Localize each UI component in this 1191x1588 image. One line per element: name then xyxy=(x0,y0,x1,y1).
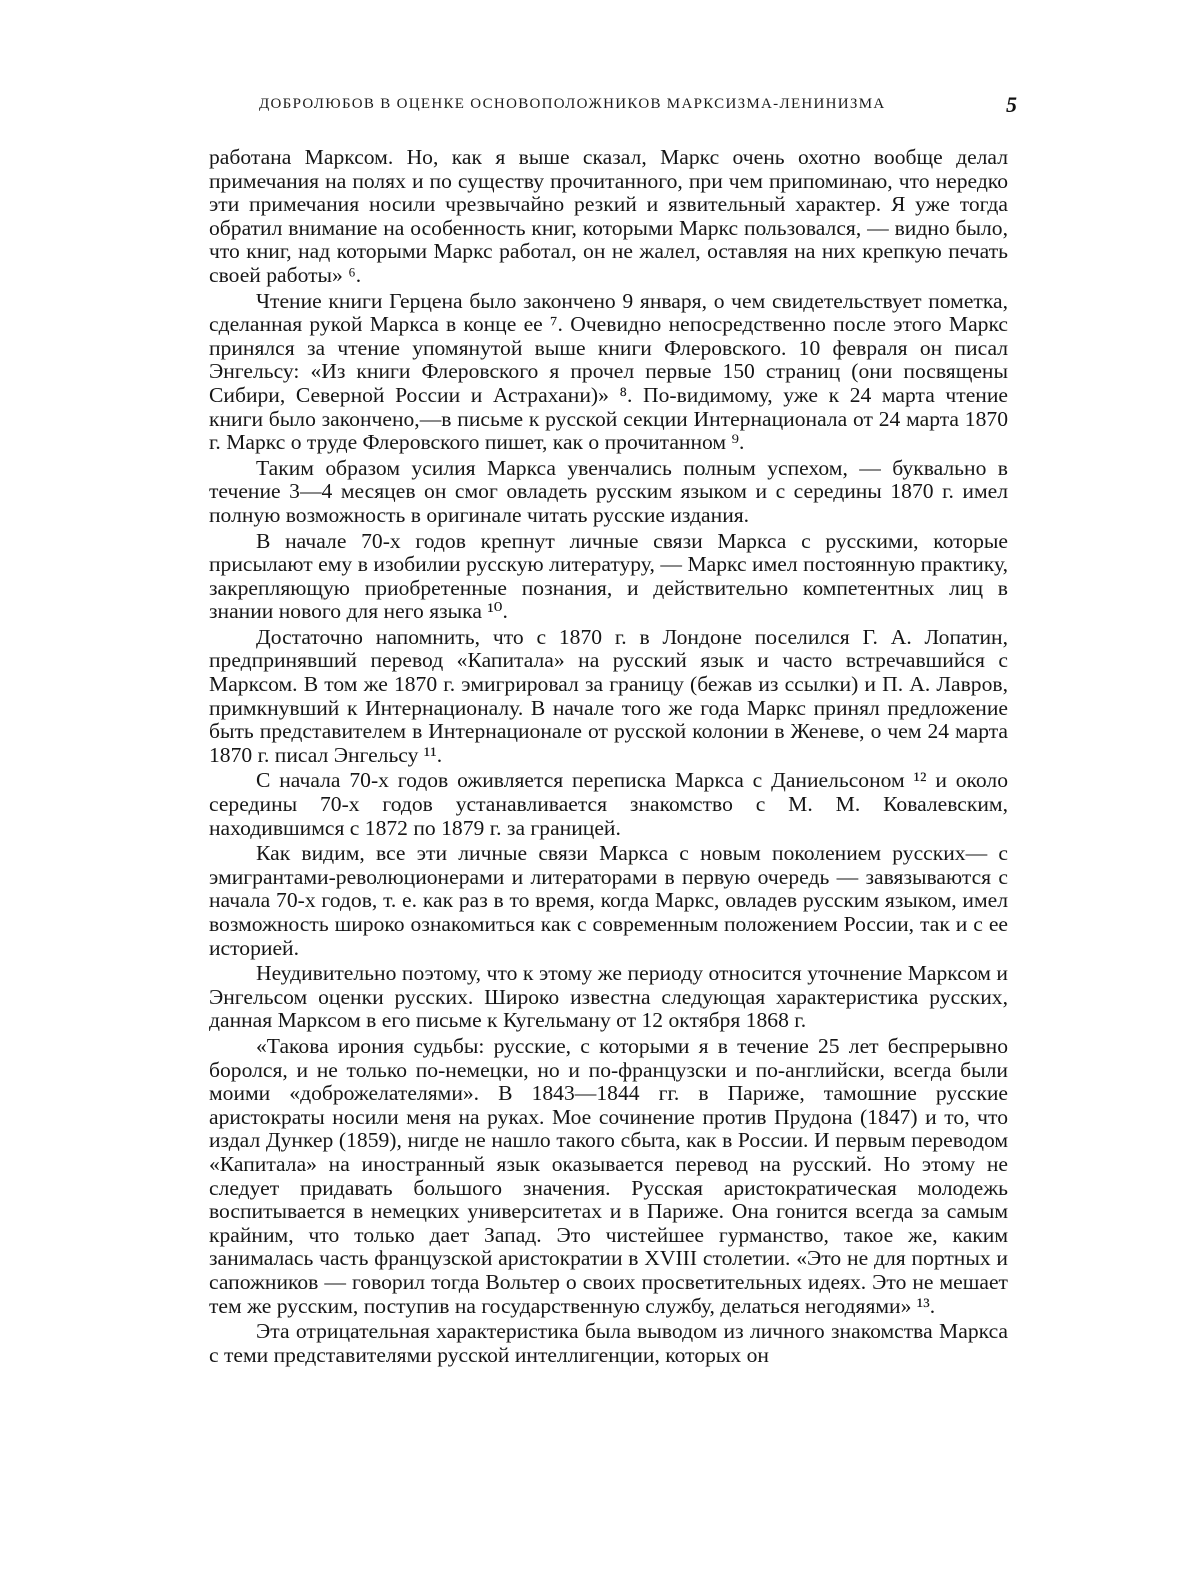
paragraph: Как видим, все эти личные связи Маркса с новым поколением русских— с эмигрантами-революционерами и литераторами в первую очередь — завязываются с начала 70-х годов, т. е. как раз в то время, когда Маркс, овладев русским языком, имел возможность широко ознакомиться как с современным положением России, так и с ее историей. xyxy=(209,841,1008,960)
page-number: 5 xyxy=(1006,92,1017,117)
running-head xyxy=(209,92,1017,124)
paragraph: Эта отрицательная характеристика была выводом из личного знакомства Маркса с теми представителями русской интеллигенции, которых он xyxy=(209,1319,1008,1367)
text-body xyxy=(209,146,1008,1367)
paragraph: Чтение книги Герцена было закончено 9 января, о чем свидетельствует пометка, сделанная рукой Маркса в конце ее ⁷. Очевидно непосредственно после этого Маркс принялся за чтение упомянутой выше книги Флеровского. 10 февраля он писал Энгельсу: «Из книги Флеровского я прочел первые 150 страниц (они посвящены Сибири, Северной России и Астрахани)» ⁸. По-видимому, уже к 24 марта чтение книги было закончено,—в письме к русской секции Интернационала от 24 марта 1870 г. Маркс о труде Флеровского пишет, как о прочитанном ⁹. xyxy=(209,288,1008,455)
paragraph: Неудивительно поэтому, что к этому же периоду относится уточнение Марксом и Энгельсом оценки русских. Широко известна следующая характеристика русских, данная Марксом в его письме к Кугельману от 12 октября 1868 г. xyxy=(209,961,1008,1033)
paragraph: Достаточно напомнить, что с 1870 г. в Лондоне поселился Г. А. Лопатин, предпринявший перевод «Капитала» на русский язык и часто встречавшийся с Марксом. В том же 1870 г. эмигрировал за границу (бежав из ссылки) и П. А. Лавров, примкнувший к Интернационалу. В начале того же года Маркс принял предложение быть представителем в Интернационале от русской колонии в Женеве, о чем 24 марта 1870 г. писал Энгельсу ¹¹. xyxy=(209,624,1008,767)
paragraph: Таким образом усилия Маркса увенчались полным успехом, — буквально в течение 3—4 месяцев он смог овладеть русским языком и с середины 1870 г. имел полную возможность в оригинале читать русские издания. xyxy=(209,455,1008,527)
paragraph-continued: работана Марксом. Но, как я выше сказал, Маркс очень охотно вообще делал примечания на полях и по существу прочитанного, при чем припоминаю, что нередко эти примечания носили чрезвычайно резкий и язвительный характер. Я уже тогда обратил внимание на особенность книг, которыми Маркс пользовался, — видно было, что книг, над которыми Маркс работал, он не жалел, оставляя на них крепкую печать своей работы» ⁶. xyxy=(209,145,1008,287)
paragraph: С начала 70-х годов оживляется переписка Маркса с Даниельсоном ¹² и около середины 70-х годов устанавливается знакомство с М. М. Ковалевским, находившимся с 1872 по 1879 г. за границей. xyxy=(209,768,1008,840)
quotation-paragraph: «Такова ирония судьбы: русские, с которыми я в течение 25 лет беспрерывно боролся, и не только по-немецки, но и по-французски и по-английски, всегда были моими «доброжелателями». В 1843—1844 гг. в Париже, тамошние русские аристократы носили меня на руках. Мое сочинение против Прудона (1847) и то, что издал Дункер (1859), нигде не нашло такого сбыта, как в России. И первым переводом «Капитала» на иностранный язык оказывается перевод на русский. Но этому не следует придавать большого значения. Русская аристократическая молодежь воспитывается в немецких университетах и в Париже. Она гонится всегда за самым крайним, что только дает Запад. Это чистейшее гурманство, такое же, каким занималась часть французской аристократии в XVIII столетии. «Это не для портных и сапожников — говорил тогда Вольтер о своих просветительных идеях. Это не мешает тем же русским, поступив на государственную службу, делаться негодяями» ¹³. xyxy=(209,1033,1008,1318)
paragraph: В начале 70-х годов крепнут личные связи Маркса с русскими, которые присылают ему в изобилии русскую литературу, — Маркс имел постоянную практику, закрепляющую приобретенные познания, и действительно компетентных лиц в знании нового для него языка ¹⁰. xyxy=(209,528,1008,624)
running-title: ДОБРОЛЮБОВ В ОЦЕНКЕ ОСНОВОПОЛОЖНИКОВ МАРКСИЗМА-ЛЕНИНИЗМА xyxy=(259,96,886,112)
